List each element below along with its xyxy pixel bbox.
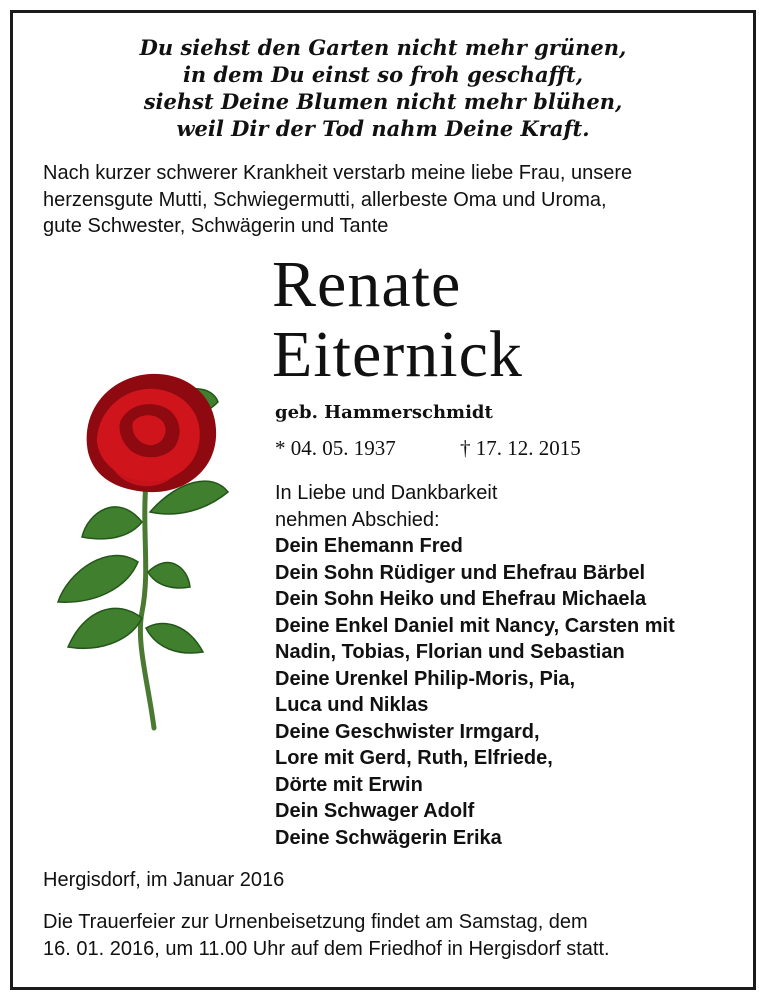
intro-text <box>43 160 733 240</box>
mourners-intro-line: In Liebe und Dankbarkeit <box>275 482 498 504</box>
poem-line: Du siehst den Garten nicht mehr grünen, <box>139 35 627 60</box>
mourners-intro-line: nehmen Abschied: <box>275 508 440 531</box>
rose-leaf <box>148 563 190 588</box>
mourner-line: Deine Urenkel Philip-Moris, Pia, <box>275 667 576 690</box>
funeral-line: 16. 01. 2016, um 11.00 Uhr auf dem Friedhof in Hergisdorf statt. <box>43 938 610 960</box>
mourner-line: Deine Schwägerin Erika <box>275 826 502 849</box>
death-date: † 17. 12. 2015 <box>460 436 581 460</box>
mourners-list <box>275 480 745 851</box>
mourner-line: Deine Enkel Daniel mit Nancy, Carsten mit <box>275 614 675 637</box>
deceased-name <box>272 250 523 390</box>
mourner-line: Dein Schwager Adolf <box>275 800 475 822</box>
poem <box>40 34 726 142</box>
life-dates <box>275 436 675 461</box>
poem-line: weil Dir der Tod nahm Deine Kraft. <box>176 116 590 141</box>
intro-line: herzensgute Mutti, Schwiegermutti, allerbeste Oma und Uroma, <box>43 188 607 211</box>
mourner-line: Dörte mit Erwin <box>275 773 423 796</box>
mourner-line: Dein Sohn Rüdiger und Ehefrau Bärbel <box>275 561 646 584</box>
last-name: Eiternick <box>272 318 523 391</box>
funeral-line: Die Trauerfeier zur Urnenbeisetzung findet am Samstag, dem <box>43 911 588 933</box>
mourner-line: Luca und Niklas <box>275 694 429 716</box>
mourner-line: Nadin, Tobias, Florian und Sebastian <box>275 641 625 663</box>
funeral-notice <box>43 909 743 963</box>
maiden-name: geb. Hammerschmidt <box>275 402 493 423</box>
first-name: Renate <box>272 248 462 321</box>
rose-leaf <box>82 507 142 539</box>
rose-icon <box>38 362 258 732</box>
rose-leaf <box>146 623 203 653</box>
rose-leaf <box>68 608 142 648</box>
intro-line: Nach kurzer schwerer Krankheit verstarb meine liebe Frau, unsere <box>43 162 633 184</box>
place-date: Hergisdorf, im Januar 2016 <box>43 869 285 891</box>
intro-line: gute Schwester, Schwägerin und Tante <box>43 215 389 237</box>
mourner-line: Deine Geschwister Irmgard, <box>275 720 540 743</box>
mourner-line: Dein Ehemann Fred <box>275 535 463 557</box>
mourner-line: Lore mit Gerd, Ruth, Elfriede, <box>275 747 553 769</box>
rose-stem <box>140 482 154 728</box>
rose-leaf <box>58 556 138 603</box>
mourner-line: Dein Sohn Heiko und Ehefrau Michaela <box>275 588 647 610</box>
birth-date: * 04. 05. 1937 <box>275 436 396 460</box>
poem-line: in dem Du einst so froh geschafft, <box>182 62 584 87</box>
poem-line: siehst Deine Blumen nicht mehr blühen, <box>143 89 623 114</box>
